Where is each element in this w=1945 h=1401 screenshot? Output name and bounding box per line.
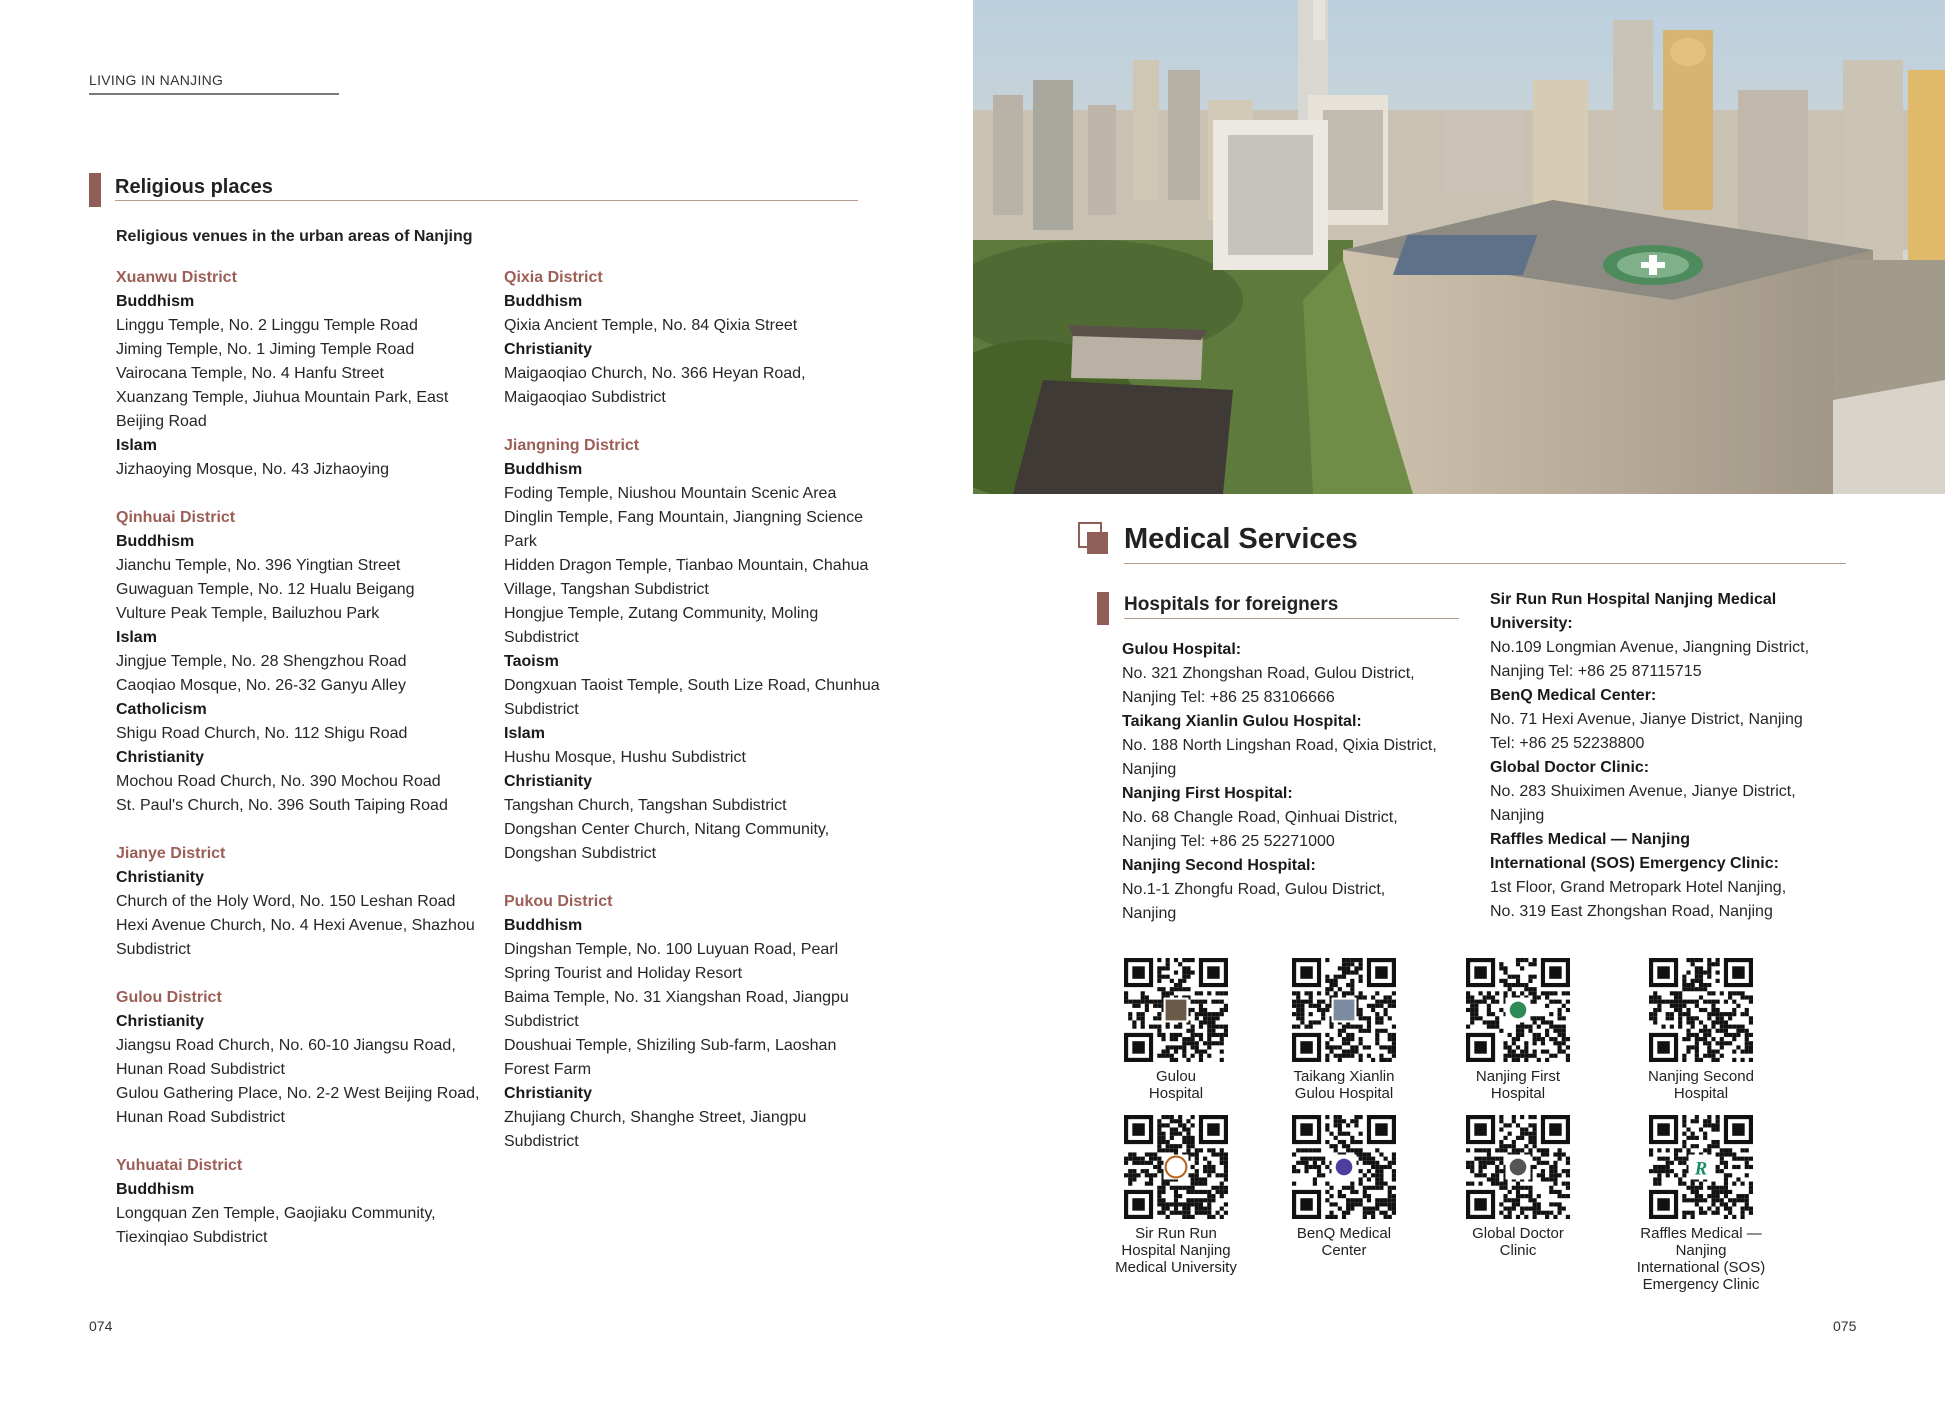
- venue-entry: Jizhaoying Mosque, No. 43 Jizhaoying: [116, 461, 390, 478]
- venue-entry: Dinglin Temple, Fang Mountain, Jiangning Science Park: [504, 509, 864, 550]
- svg-text:R: R: [1694, 1158, 1708, 1180]
- qr-code-tile[interactable]: [1433, 1115, 1603, 1259]
- district-heading: Qixia District: [504, 269, 603, 286]
- venue-entry: Guwaguan Temple, No. 12 Hualu Beigang: [116, 581, 415, 598]
- religion-label: Christianity: [116, 869, 205, 886]
- hospital-address: Nanjing Tel: +86 25 52271000: [1122, 833, 1335, 850]
- religion-label: Christianity: [116, 1013, 205, 1030]
- qr-code-tile[interactable]: [1259, 1115, 1429, 1259]
- page-number-right: 075: [1833, 1318, 1857, 1334]
- venue-entry: Dingshan Temple, No. 100 Luyuan Road, Pearl Spring Tourist and Holiday Resort: [504, 941, 839, 982]
- venue-entry: Gulou Gathering Place, No. 2-2 West Beijing Road, Hunan Road Subdistrict: [116, 1085, 480, 1126]
- city-skyline-photo: [973, 0, 1945, 494]
- hospital-address: Nanjing: [1122, 761, 1177, 778]
- venue-entry: Dongshan Center Church, Nitang Community, Dongshan Subdistrict: [504, 821, 830, 862]
- religion-label: Islam: [116, 437, 157, 454]
- religious-column-right: [504, 266, 884, 1154]
- religious-section-title: Religious places: [115, 176, 273, 198]
- religion-label: Buddhism: [504, 917, 583, 934]
- qr-code-tile[interactable]: [1616, 958, 1786, 1102]
- qr-code-label: [1433, 1225, 1603, 1259]
- hospital-address: No. 188 North Lingshan Road, Qixia District,: [1122, 737, 1437, 754]
- venue-entry: Jiming Temple, No. 1 Jiming Temple Road: [116, 341, 415, 358]
- qr-code-label-line: Gulou Hospital: [1294, 1085, 1394, 1102]
- district-heading: Xuanwu District: [116, 269, 237, 286]
- religion-label: Buddhism: [116, 533, 195, 550]
- religion-label: Christianity: [504, 1085, 593, 1102]
- qr-code-label-line: Hospital: [1673, 1085, 1729, 1102]
- medical-title-rule: [1124, 563, 1846, 564]
- hospital-address: No. 68 Changle Road, Qinhuai District,: [1122, 809, 1398, 826]
- qr-code-label-line: Sir Run Run: [1135, 1225, 1217, 1242]
- venue-entry: Caoqiao Mosque, No. 26-32 Ganyu Alley: [116, 677, 406, 694]
- religion-label: Catholicism: [116, 701, 207, 718]
- venue-entry: Church of the Holy Word, No. 150 Leshan Road: [116, 893, 456, 910]
- qr-code-label-line: BenQ Medical: [1296, 1225, 1392, 1242]
- qr-code-label-line: Raffles Medical — Nanjing: [1640, 1225, 1762, 1259]
- hospital-address: No.1-1 Zhongfu Road, Gulou District,: [1122, 881, 1386, 898]
- qr-code-tile[interactable]: [1091, 1115, 1261, 1276]
- venue-entry: Doushuai Temple, Shiziling Sub-farm, Laoshan Forest Farm: [504, 1037, 837, 1078]
- religion-label: Islam: [116, 629, 157, 646]
- venue-entry: Dongxuan Taoist Temple, South Lize Road, Chunhua Subdistrict: [504, 677, 880, 718]
- section-rule: [115, 200, 858, 201]
- venue-entry: Tangshan Church, Tangshan Subdistrict: [504, 797, 787, 814]
- qr-code-icon[interactable]: [1433, 958, 1603, 1062]
- qr-code-label-line: Clinic: [1499, 1242, 1537, 1259]
- qr-code-label-line: Emergency Clinic: [1642, 1276, 1760, 1293]
- qr-code-label: [1616, 1068, 1786, 1102]
- qr-code-tile[interactable]: [1091, 958, 1261, 1102]
- qr-code-label: [1259, 1068, 1429, 1102]
- qr-code-tile[interactable]: [1616, 1115, 1786, 1293]
- venue-entry: Jiangsu Road Church, No. 60-10 Jiangsu Road, Hunan Road Subdistrict: [116, 1037, 456, 1078]
- district-heading: Yuhuatai District: [116, 1157, 243, 1174]
- religious-column-left: [116, 266, 496, 1250]
- religion-label: Buddhism: [504, 293, 583, 310]
- qr-code-label-line: Center: [1321, 1242, 1367, 1259]
- qr-code-icon[interactable]: [1616, 1115, 1786, 1219]
- hospital-address: No. 321 Zhongshan Road, Gulou District,: [1122, 665, 1415, 682]
- venue-entry: Hongjue Temple, Zutang Community, Moling Subdistrict: [504, 605, 819, 646]
- hospital-address: Nanjing Tel: +86 25 83106666: [1122, 689, 1335, 706]
- qr-code-icon[interactable]: [1259, 958, 1429, 1062]
- district-heading: Jiangning District: [504, 437, 640, 454]
- hospital-name: Taikang Xianlin Gulou Hospital:: [1122, 713, 1362, 730]
- venue-entry: Jingjue Temple, No. 28 Shengzhou Road: [116, 653, 407, 670]
- religion-label: Christianity: [504, 773, 593, 790]
- venue-entry: Shigu Road Church, No. 112 Shigu Road: [116, 725, 408, 742]
- hospital-address: No.109 Longmian Avenue, Jiangning District,: [1490, 639, 1810, 656]
- hospital-address: Nanjing: [1490, 807, 1545, 824]
- hospitals-subtitle-rule: [1124, 618, 1459, 619]
- venue-entry: Maigaoqiao Church, No. 366 Heyan Road, Maigaoqiao Subdistrict: [504, 365, 806, 406]
- hospital-name: Gulou Hospital:: [1122, 641, 1242, 658]
- venue-entry: Vairocana Temple, No. 4 Hanfu Street: [116, 365, 384, 382]
- qr-code-label: [1259, 1225, 1429, 1259]
- qr-code-icon[interactable]: [1433, 1115, 1603, 1219]
- venue-entry: Qixia Ancient Temple, No. 84 Qixia Street: [504, 317, 798, 334]
- venue-entry: Hexi Avenue Church, No. 4 Hexi Avenue, Shazhou Subdistrict: [116, 917, 475, 958]
- hospital-list-right: [1490, 588, 1840, 924]
- qr-code-label: [1091, 1225, 1261, 1276]
- hospitals-subtitle: Hospitals for foreigners: [1124, 594, 1339, 615]
- venue-entry: Foding Temple, Niushou Mountain Scenic Area: [504, 485, 837, 502]
- qr-code-label-line: Global Doctor: [1472, 1225, 1564, 1242]
- hospital-address: No. 283 Shuiximen Avenue, Jianye District,: [1490, 783, 1796, 800]
- qr-code-tile[interactable]: [1259, 958, 1429, 1102]
- hospital-name: BenQ Medical Center:: [1490, 687, 1657, 704]
- religion-label: Islam: [504, 725, 545, 742]
- district-heading: Qinhuai District: [116, 509, 236, 526]
- qr-code-label-line: Medical University: [1115, 1259, 1237, 1276]
- hospital-list-left: [1122, 638, 1472, 926]
- district-heading: Pukou District: [504, 893, 613, 910]
- hospital-name: Global Doctor Clinic:: [1490, 759, 1650, 776]
- section-marker: [89, 173, 101, 207]
- venue-entry: Vulture Peak Temple, Bailuzhou Park: [116, 605, 380, 622]
- hospital-address: Nanjing: [1122, 905, 1177, 922]
- venue-entry: Xuanzang Temple, Jiuhua Mountain Park, East Beijing Road: [116, 389, 449, 430]
- qr-code-label-line: Gulou: [1155, 1068, 1197, 1085]
- qr-code-icon[interactable]: [1091, 1115, 1261, 1219]
- venue-entry: Hidden Dragon Temple, Tianbao Mountain, Chahua Village, Tangshan Subdistrict: [504, 557, 869, 598]
- hospital-address: 1st Floor, Grand Metropark Hotel Nanjing,: [1490, 879, 1787, 896]
- venue-entry: Mochou Road Church, No. 390 Mochou Road: [116, 773, 441, 790]
- qr-code-icon[interactable]: [1616, 958, 1786, 1062]
- qr-code-label-line: Hospital Nanjing: [1121, 1242, 1231, 1259]
- qr-code-icon[interactable]: [1091, 958, 1261, 1062]
- qr-code-label: [1433, 1068, 1603, 1102]
- venue-entry: Baima Temple, No. 31 Xiangshan Road, Jiangpu Subdistrict: [504, 989, 849, 1030]
- district-heading: Gulou District: [116, 989, 222, 1006]
- qr-code-label-line: Hospital: [1490, 1085, 1546, 1102]
- religion-label: Taoism: [504, 653, 559, 670]
- hospital-address: Nanjing Tel: +86 25 87115715: [1490, 663, 1702, 680]
- medical-section-title: Medical Services: [1124, 523, 1358, 555]
- running-head: LIVING IN NANJING: [89, 72, 224, 88]
- hospital-address: Tel: +86 25 52238800: [1490, 735, 1645, 752]
- qr-code-label-line: Nanjing First: [1475, 1068, 1561, 1085]
- qr-code-tile[interactable]: [1433, 958, 1603, 1102]
- hospital-address: No. 71 Hexi Avenue, Jianye District, Nanjing: [1490, 711, 1803, 728]
- qr-code-icon[interactable]: [1259, 1115, 1429, 1219]
- qr-code-label-line: International (SOS): [1636, 1259, 1766, 1276]
- hospital-name: Sir Run Run Hospital Nanjing Medical: [1490, 591, 1777, 608]
- qr-code-label-line: Taikang Xianlin: [1293, 1068, 1395, 1085]
- religion-label: Buddhism: [116, 1181, 195, 1198]
- qr-code-label-line: Hospital: [1148, 1085, 1204, 1102]
- religion-label: Buddhism: [116, 293, 195, 310]
- venue-entry: Zhujiang Church, Shanghe Street, Jiangpu Subdistrict: [504, 1109, 807, 1150]
- hospital-name: Nanjing Second Hospital:: [1122, 857, 1316, 874]
- religion-label: Buddhism: [504, 461, 583, 478]
- qr-code-label: [1091, 1068, 1261, 1102]
- page-number-left: 074: [89, 1318, 113, 1334]
- religious-subtitle: Religious venues in the urban areas of Nanjing: [116, 228, 473, 245]
- qr-code-label-line: Nanjing Second: [1648, 1068, 1754, 1085]
- hospital-name: Raffles Medical — Nanjing: [1490, 831, 1691, 848]
- hospital-name: Nanjing First Hospital:: [1122, 785, 1293, 802]
- hospital-address: No. 319 East Zhongshan Road, Nanjing: [1490, 903, 1773, 920]
- hospital-name: University:: [1490, 615, 1573, 632]
- religion-label: Christianity: [116, 749, 205, 766]
- venue-entry: Linggu Temple, No. 2 Linggu Temple Road: [116, 317, 418, 334]
- medical-section-icon: [1078, 522, 1108, 554]
- religion-label: Christianity: [504, 341, 593, 358]
- qr-code-label: [1616, 1225, 1786, 1293]
- hospital-name: International (SOS) Emergency Clinic:: [1490, 855, 1779, 872]
- venue-entry: Jianchu Temple, No. 396 Yingtian Street: [116, 557, 401, 574]
- venue-entry: Hushu Mosque, Hushu Subdistrict: [504, 749, 746, 766]
- venue-entry: Longquan Zen Temple, Gaojiaku Community, Tiexinqiao Subdistrict: [116, 1205, 436, 1246]
- hospitals-section-marker: [1097, 592, 1109, 625]
- venue-entry: St. Paul's Church, No. 396 South Taiping Road: [116, 797, 448, 814]
- district-heading: Jianye District: [116, 845, 226, 862]
- running-head-rule: [89, 93, 339, 95]
